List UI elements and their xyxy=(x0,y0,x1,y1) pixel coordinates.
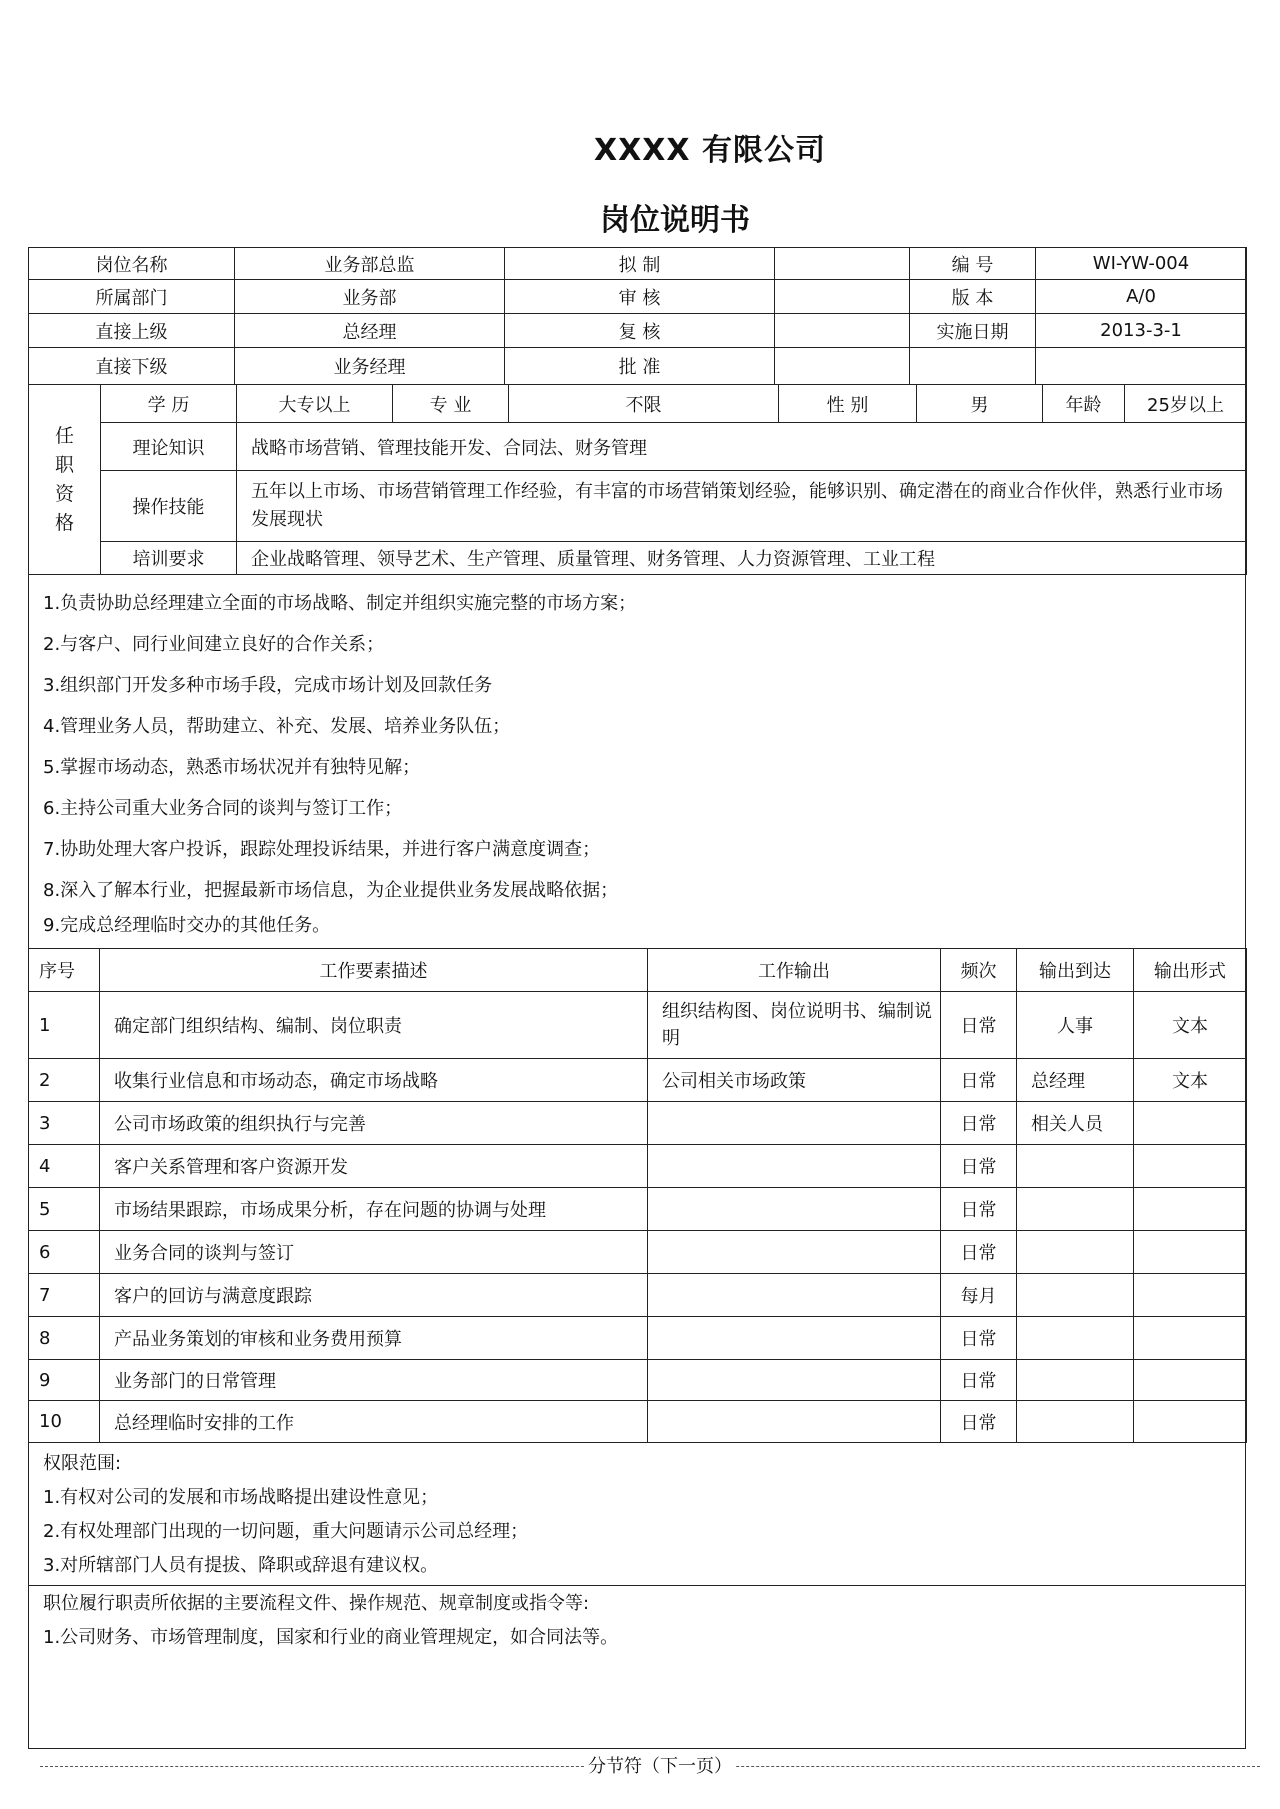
label-version: 版 本 xyxy=(910,280,1036,314)
cell-destination xyxy=(1017,1145,1134,1188)
cell-destination: 人事 xyxy=(1017,992,1134,1059)
value-doc-number: WI-YW-004 xyxy=(1036,248,1247,280)
cell-frequency: 日常 xyxy=(941,1401,1017,1443)
cell-frequency: 日常 xyxy=(941,1102,1017,1145)
cell-format xyxy=(1134,1401,1247,1443)
col-header-destination: 输出到达 xyxy=(1017,949,1134,992)
empty-cell xyxy=(1036,348,1247,385)
cell-destination xyxy=(1017,1360,1134,1401)
cell-format: 文本 xyxy=(1134,992,1247,1059)
cell-frequency: 日常 xyxy=(941,1145,1017,1188)
cell-format xyxy=(1134,1274,1247,1317)
cell-output xyxy=(648,1317,941,1360)
cell-seq: 1 xyxy=(29,992,100,1059)
cell-output xyxy=(648,1274,941,1317)
value-effective-date: 2013-3-1 xyxy=(1036,314,1247,348)
label-approved: 批 准 xyxy=(505,348,775,385)
authority-item: 2.有权处理部门出现的一切问题，重大问题请示公司总经理； xyxy=(43,1521,529,1542)
work-table-header xyxy=(29,949,1247,992)
cell-output xyxy=(648,1188,941,1231)
table-row xyxy=(29,1274,1247,1317)
label-position-name: 岗位名称 xyxy=(29,248,235,280)
value-gender: 男 xyxy=(917,385,1043,423)
col-header-seq: 序号 xyxy=(29,949,100,992)
col-header-format: 输出形式 xyxy=(1134,949,1247,992)
duty-item: 9.完成总经理临时交办的其他任务。 xyxy=(43,915,331,936)
cell-destination xyxy=(1017,1231,1134,1274)
company-title: XXXX 有限公司 xyxy=(594,133,826,168)
label-direct-superior: 直接上级 xyxy=(29,314,235,348)
knowledge-row xyxy=(29,423,1247,471)
label-gender: 性 别 xyxy=(779,385,917,423)
section-break xyxy=(40,1752,1260,1782)
cell-format xyxy=(1134,1231,1247,1274)
cell-format xyxy=(1134,1188,1247,1231)
side-char: 职 xyxy=(54,453,74,476)
cell-format xyxy=(1134,1102,1247,1145)
side-char: 资 xyxy=(54,482,74,505)
duty-item: 3.组织部门开发多种市场手段，完成市场计划及回款任务 xyxy=(43,675,493,696)
value-approved xyxy=(775,348,910,385)
cell-format xyxy=(1134,1317,1247,1360)
value-direct-subordinate: 业务经理 xyxy=(235,348,505,385)
cell-seq: 4 xyxy=(29,1145,100,1188)
header-row xyxy=(29,348,1247,385)
cell-description: 业务部门的日常管理 xyxy=(100,1360,648,1401)
cell-seq: 6 xyxy=(29,1231,100,1274)
cell-frequency: 日常 xyxy=(941,1188,1017,1231)
label-skills: 操作技能 xyxy=(101,471,237,542)
col-header-description: 工作要素描述 xyxy=(100,949,648,992)
qualification-table xyxy=(28,384,1247,575)
label-rechecked: 复 核 xyxy=(505,314,775,348)
cell-output xyxy=(648,1145,941,1188)
cell-destination xyxy=(1017,1274,1134,1317)
basis-title: 职位履行职责所依据的主要流程文件、操作规范、规章制度或指令等: xyxy=(43,1593,590,1614)
cell-format: 文本 xyxy=(1134,1059,1247,1102)
cell-frequency: 日常 xyxy=(941,992,1017,1059)
value-position-name: 业务部总监 xyxy=(235,248,505,280)
cell-output: 组织结构图、岗位说明书、编制说明 xyxy=(648,992,941,1059)
table-row xyxy=(29,1188,1247,1231)
value-direct-superior: 总经理 xyxy=(235,314,505,348)
col-header-frequency: 频次 xyxy=(941,949,1017,992)
value-rechecked xyxy=(775,314,910,348)
table-row xyxy=(29,1102,1247,1145)
cell-seq: 10 xyxy=(29,1401,100,1443)
cell-description: 确定部门组织结构、编制、岗位职责 xyxy=(100,992,648,1059)
cell-seq: 2 xyxy=(29,1059,100,1102)
cell-destination xyxy=(1017,1317,1134,1360)
authority-item: 1.有权对公司的发展和市场战略提出建设性意见； xyxy=(43,1487,439,1508)
duty-item: 1.负责协助总经理建立全面的市场战略、制定并组织实施完整的市场方案； xyxy=(43,593,637,614)
cell-seq: 8 xyxy=(29,1317,100,1360)
table-row xyxy=(29,1401,1247,1443)
cell-destination: 相关人员 xyxy=(1017,1102,1134,1145)
authority-section xyxy=(28,1447,1246,1586)
label-training: 培训要求 xyxy=(101,542,237,575)
cell-format xyxy=(1134,1145,1247,1188)
cell-destination xyxy=(1017,1188,1134,1231)
value-version: A/0 xyxy=(1036,280,1247,314)
value-education: 大专以上 xyxy=(237,385,393,423)
value-reviewed xyxy=(775,280,910,314)
cell-output xyxy=(648,1102,941,1145)
value-major: 不限 xyxy=(509,385,779,423)
skills-row xyxy=(29,471,1247,542)
value-age: 25岁以上 xyxy=(1125,385,1247,423)
table-row xyxy=(29,1317,1247,1360)
value-training: 企业战略管理、领导艺术、生产管理、质量管理、财务管理、人力资源管理、工业工程 xyxy=(237,542,1247,575)
header-table xyxy=(28,247,1247,385)
cell-description: 总经理临时安排的工作 xyxy=(100,1401,648,1443)
cell-output xyxy=(648,1401,941,1443)
label-department: 所属部门 xyxy=(29,280,235,314)
table-row xyxy=(29,992,1247,1059)
qualification-side-label xyxy=(29,385,101,575)
cell-description: 收集行业信息和市场动态，确定市场战略 xyxy=(100,1059,648,1102)
duty-item: 6.主持公司重大业务合同的谈判与签订工作； xyxy=(43,798,403,819)
duty-item: 2.与客户、同行业间建立良好的合作关系； xyxy=(43,634,385,655)
cell-description: 市场结果跟踪，市场成果分析，存在问题的协调与处理 xyxy=(100,1188,648,1231)
label-reviewed: 审 核 xyxy=(505,280,775,314)
cell-output xyxy=(648,1231,941,1274)
cell-frequency: 日常 xyxy=(941,1059,1017,1102)
cell-description: 客户的回访与满意度跟踪 xyxy=(100,1274,648,1317)
table-row xyxy=(29,1360,1247,1401)
duty-item: 7.协助处理大客户投诉，跟踪处理投诉结果，并进行客户满意度调查； xyxy=(43,839,601,860)
cell-description: 客户关系管理和客户资源开发 xyxy=(100,1145,648,1188)
label-effective-date: 实施日期 xyxy=(910,314,1036,348)
value-skills: 五年以上市场、市场营销管理工作经验，有丰富的市场营销策划经验，能够识别、确定潜在的商业合作伙伴，熟悉行业市场发展现状 xyxy=(237,471,1247,542)
cell-format xyxy=(1134,1360,1247,1401)
value-drafted xyxy=(775,248,910,280)
cell-description: 公司市场政策的组织执行与完善 xyxy=(100,1102,648,1145)
cell-seq: 5 xyxy=(29,1188,100,1231)
empty-cell xyxy=(910,348,1036,385)
table-row xyxy=(29,1059,1247,1102)
document-title: 岗位说明书 xyxy=(600,203,750,238)
duty-item: 4.管理业务人员，帮助建立、补充、发展、培养业务队伍； xyxy=(43,716,511,737)
value-department: 业务部 xyxy=(235,280,505,314)
cell-seq: 7 xyxy=(29,1274,100,1317)
education-row xyxy=(29,385,1247,423)
label-knowledge: 理论知识 xyxy=(101,423,237,471)
label-age: 年龄 xyxy=(1043,385,1125,423)
cell-output xyxy=(648,1360,941,1401)
basis-section xyxy=(28,1587,1246,1747)
cell-seq: 9 xyxy=(29,1360,100,1401)
authority-item: 3.对所辖部门人员有提拔、降职或辞退有建议权。 xyxy=(43,1555,439,1576)
label-major: 专 业 xyxy=(393,385,509,423)
duty-item: 5.掌握市场动态，熟悉市场状况并有独特见解； xyxy=(43,757,421,778)
cell-seq: 3 xyxy=(29,1102,100,1145)
table-row xyxy=(29,1145,1247,1188)
col-header-output: 工作输出 xyxy=(648,949,941,992)
label-drafted: 拟 制 xyxy=(505,248,775,280)
duties-section xyxy=(28,574,1246,949)
value-knowledge: 战略市场营销、管理技能开发、合同法、财务管理 xyxy=(237,423,1247,471)
side-char: 格 xyxy=(54,511,74,534)
duty-item: 8.深入了解本行业，把握最新市场信息，为企业提供业务发展战略依据； xyxy=(43,880,619,901)
table-row xyxy=(29,1231,1247,1274)
cell-frequency: 日常 xyxy=(941,1360,1017,1401)
cell-destination xyxy=(1017,1401,1134,1443)
cell-frequency: 日常 xyxy=(941,1317,1017,1360)
cell-frequency: 日常 xyxy=(941,1231,1017,1274)
side-char: 任 xyxy=(54,424,74,447)
label-doc-number: 编 号 xyxy=(910,248,1036,280)
section-break-label: 分节符（下一页） xyxy=(584,1752,736,1778)
header-row xyxy=(29,280,1247,314)
cell-destination: 总经理 xyxy=(1017,1059,1134,1102)
cell-frequency: 每月 xyxy=(941,1274,1017,1317)
cell-output: 公司相关市场政策 xyxy=(648,1059,941,1102)
basis-item: 1.公司财务、市场管理制度，国家和行业的商业管理规定，如合同法等。 xyxy=(43,1627,619,1648)
cell-description: 业务合同的谈判与签订 xyxy=(100,1231,648,1274)
authority-title: 权限范围: xyxy=(43,1453,122,1474)
header-row xyxy=(29,314,1247,348)
training-row xyxy=(29,542,1247,575)
label-education: 学 历 xyxy=(101,385,237,423)
header-row xyxy=(29,248,1247,280)
work-table xyxy=(28,948,1247,1443)
label-direct-subordinate: 直接下级 xyxy=(29,348,235,385)
cell-description: 产品业务策划的审核和业务费用预算 xyxy=(100,1317,648,1360)
